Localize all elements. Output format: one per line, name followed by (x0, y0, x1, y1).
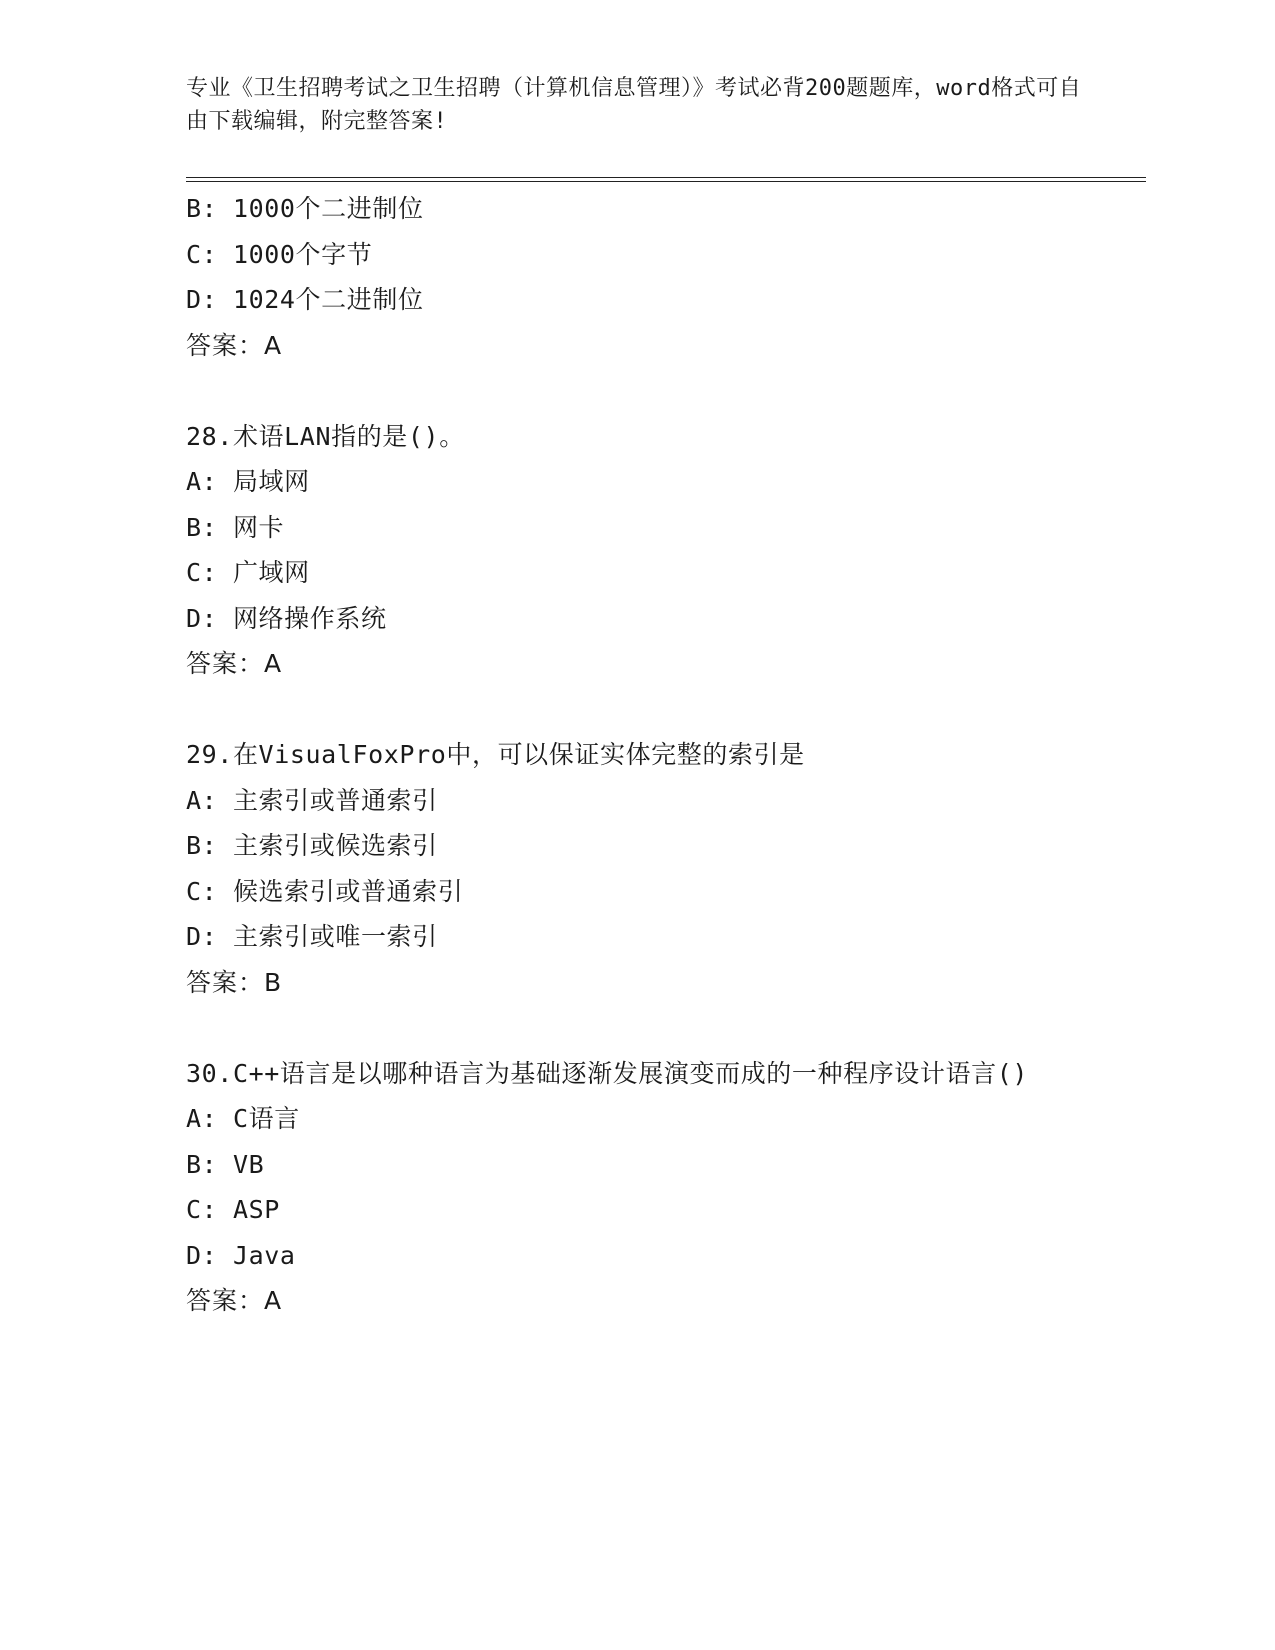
option-a: A: 主索引或普通索引 (186, 785, 438, 815)
option-b: B: 1000个二进制位 (186, 194, 424, 223)
answer-line: 答案：A (186, 1286, 283, 1315)
question-stem: 30.C++语言是以哪种语言为基础逐渐发展演变而成的一种程序设计语言() (186, 1058, 1029, 1088)
question-block-30 (186, 1051, 1146, 1324)
option-d: D: 主索引或唯一索引 (186, 922, 438, 951)
header-rule-top (186, 177, 1146, 178)
document-page (186, 0, 1146, 1650)
option-b: B: 网卡 (186, 512, 285, 542)
option-c: C: 广域网 (186, 558, 310, 587)
option-a: A: C语言 (186, 1104, 300, 1133)
option-d: D: Java (186, 1240, 296, 1270)
option-d: D: 1024个二进制位 (186, 285, 424, 314)
option-c: C: ASP (186, 1195, 280, 1224)
option-c: C: 候选索引或普通索引 (186, 876, 464, 906)
option-c: C: 1000个字节 (186, 239, 373, 269)
option-b: B: 主索引或候选索引 (186, 831, 438, 860)
question-stem: 29.在VisualFoxPro中，可以保证实体完整的索引是 (186, 740, 805, 769)
document-header: 专业《卫生招聘考试之卫生招聘（计算机信息管理）》考试必背200题题库，word格式可自由下载编辑，附完整答案! (186, 76, 1082, 134)
question-stem: 28.术语LAN指的是()。 (186, 421, 465, 451)
option-d: D: 网络操作系统 (186, 603, 387, 633)
option-a: A: 局域网 (186, 467, 310, 496)
answer-line: 答案：B (186, 967, 283, 997)
answer-line: 答案：A (186, 330, 283, 360)
answer-line: 答案：A (186, 649, 283, 678)
option-b: B: VB (186, 1149, 265, 1179)
question-block-29 (186, 732, 1146, 1005)
question-block-partial (186, 186, 1146, 368)
header-rule-bottom (186, 181, 1146, 182)
question-list (186, 186, 1146, 1324)
question-block-28 (186, 414, 1146, 687)
